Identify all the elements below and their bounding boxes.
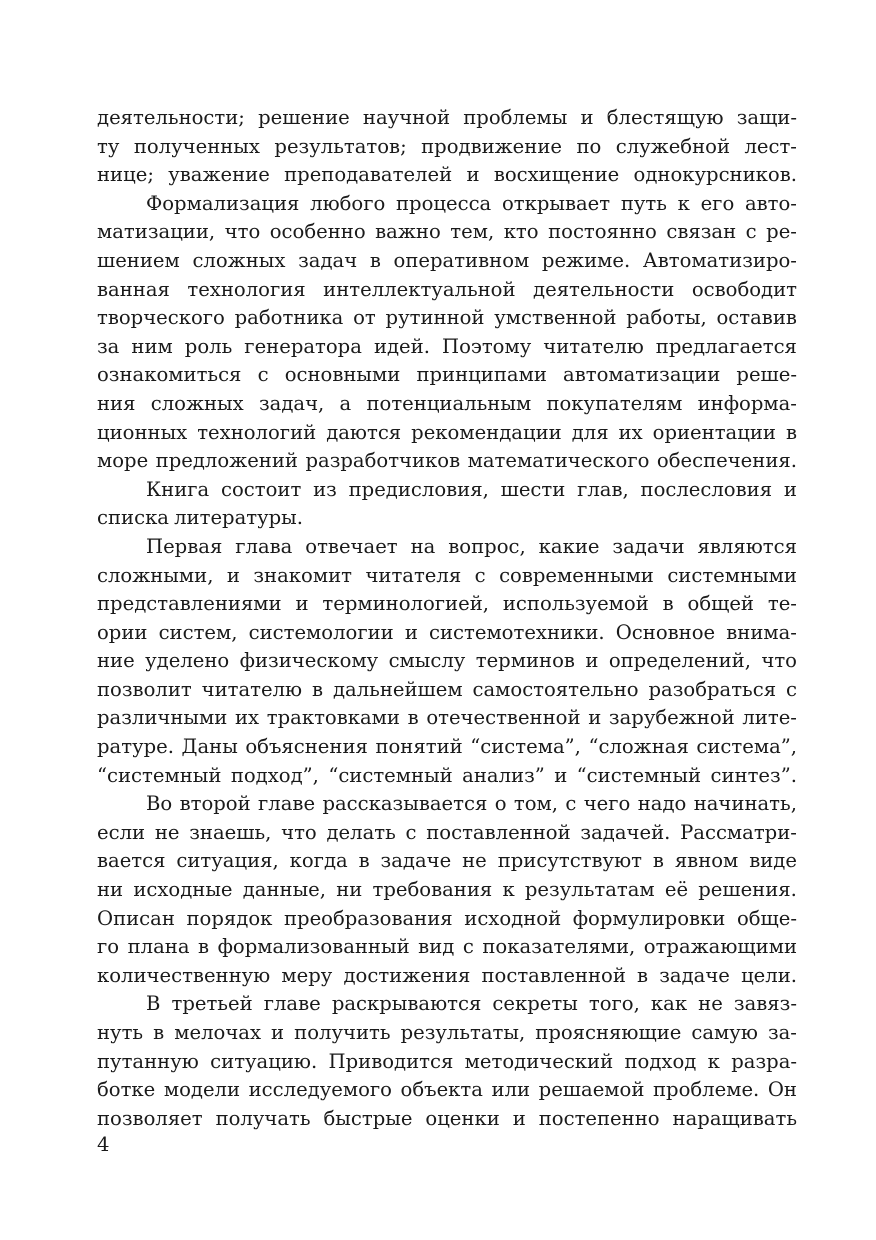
text-line: ботке модели исследуемого объекта или решаемой проблеме. Он [97,1078,797,1102]
text-line: ния сложных задач, а потенциальным покупателям информа- [97,391,797,415]
text-line: море предложений разработчиков математического обеспечения. [97,449,797,473]
text-line: ратуре. Даны объяснения понятий “система”, “сложная система”, [97,735,797,759]
text-line: различными их трактовками в отечественной и зарубежной лите- [97,706,797,730]
text-line: нуть в мелочах и получить результаты, проясняющие самую за- [97,1021,797,1044]
text-line: творческого работника от рутинной умственной работы, оставив [97,306,797,330]
text-line: матизации, что особенно важно тем, кто постоянно связан с ре- [97,220,797,244]
text-line: вается ситуация, когда в задаче не присутствуют в явном виде [97,849,797,873]
text-line: позволяет получать быстрые оценки и постепенно наращивать [97,1106,797,1130]
text-line: сложными, и знакомит читателя с современными системными [97,563,797,587]
text-line: нице; уважение преподавателей и восхищение однокурсников. [97,163,797,187]
text-line: деятельности; решение научной проблемы и блестящую защи- [97,106,797,129]
text-line: “системный подход”, “системный анализ” и “системный синтез”. [97,763,797,787]
text-line: Описан порядок преобразования исходной формулировки обще- [97,906,797,930]
text-line: позволит читателю в дальнейшем самостоятельно разобраться с [97,677,797,701]
text-line: за ним роль генератора идей. Поэтому читателю предлагается [97,334,797,358]
text-line: В третьей главе раскрываются секреты того, как не завяз- [146,992,797,1016]
text-line: ни исходные данные, ни требования к результатам её решения. [97,878,797,902]
page-number: 4 [97,1133,110,1156]
text-line: го плана в формализованный вид с показателями, отражающими [97,935,797,959]
text-line: путанную ситуацию. Приводится методический подход к разра- [97,1049,797,1073]
text-line: Первая глава отвечает на вопрос, какие задачи являются [146,534,797,558]
text-line: представлениями и терминологией, используемой в общей те- [97,592,797,616]
text-line: ознакомиться с основными принципами автоматизации реше- [97,363,797,387]
text-line: списка литературы. [97,506,303,530]
text-line: Формализация любого процесса открывает путь к его авто- [146,191,797,215]
text-line: ванная технология интеллектуальной деятельности освободит [97,277,797,301]
text-line: шением сложных задач в оперативном режиме. Автоматизиро- [97,248,797,272]
text-line: ние уделено физическому смыслу терминов и определений, что [97,649,797,673]
body-text [97,104,797,1133]
text-line: количественную меру достижения поставленной в задаче цели. [97,963,797,987]
text-line: Книга состоит из предисловия, шести глав, послесловия и [146,477,797,501]
text-line: ционных технологий даются рекомендации для их ориентации в [97,420,797,444]
text-line: ту полученных результатов; продвижение по служебной лест- [97,134,797,158]
text-line: если не знаешь, что делать с поставленной задачей. Рассматри- [97,820,797,844]
text-line: Во второй главе рассказывается о том, с чего надо начинать, [146,792,797,816]
text-line: ории систем, системологии и системотехники. Основное внима- [97,620,797,644]
